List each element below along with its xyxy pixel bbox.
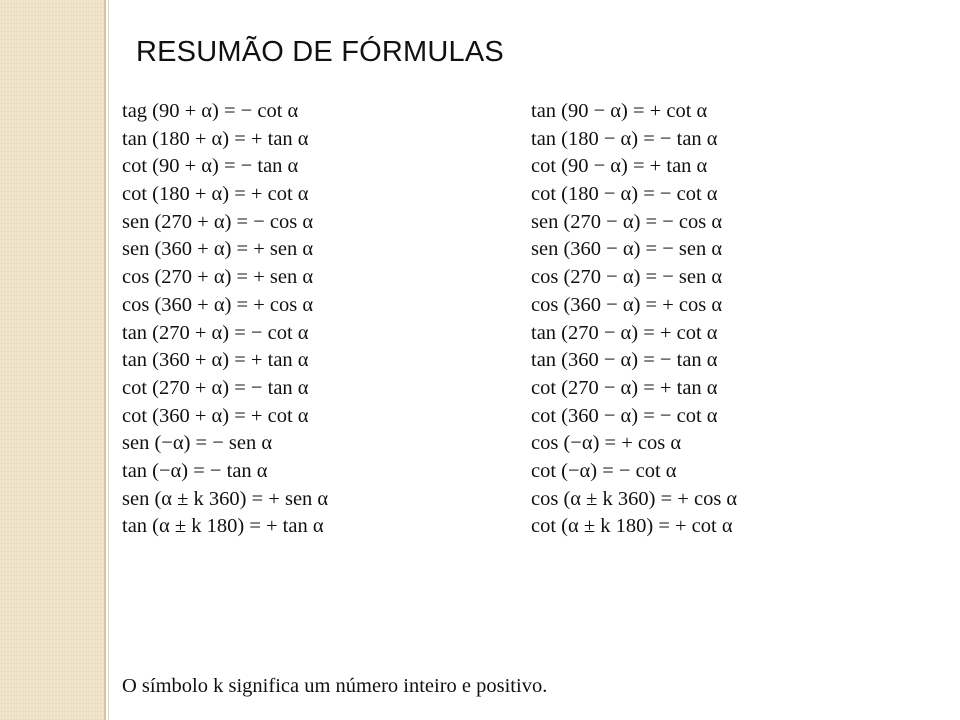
- formula-left: cot (180 + α) = + cot α: [122, 183, 309, 206]
- formula-right: cos (α ± k 360) = + cos α: [531, 487, 738, 510]
- formula-row: [122, 486, 842, 514]
- formula-table: [122, 98, 842, 541]
- formula-right: cot (180 − α) = − cot α: [531, 183, 718, 206]
- formula-right: sen (360 − α) = − sen α: [531, 238, 723, 261]
- formula-right: cos (360 − α) = + cos α: [531, 293, 723, 316]
- side-band-border-inner: [108, 0, 109, 720]
- formula-left: sen (−α) = − sen α: [122, 432, 273, 455]
- formula-row: [122, 292, 842, 320]
- side-band-border: [104, 0, 106, 720]
- formula-row: [122, 153, 842, 181]
- formula-right: tan (180 − α) = − tan α: [531, 127, 718, 150]
- formula-right: cot (360 − α) = − cot α: [531, 404, 718, 427]
- formula-row: [122, 458, 842, 486]
- formula-right: sen (270 − α) = − cos α: [531, 210, 723, 233]
- formula-left: cos (270 + α) = + sen α: [122, 266, 314, 289]
- formula-right: cot (270 − α) = + tan α: [531, 376, 718, 399]
- formula-row: [122, 98, 842, 126]
- formula-right: tan (270 − α) = + cot α: [531, 321, 718, 344]
- formula-right: tan (90 − α) = + cot α: [531, 100, 708, 122]
- formula-row: [122, 430, 842, 458]
- formula-left: cot (90 + α) = − tan α: [122, 155, 299, 178]
- formula-right: cos (−α) = + cos α: [531, 432, 682, 455]
- formula-row: [122, 181, 842, 209]
- decorative-side-band: [0, 0, 104, 720]
- formula-left: sen (270 + α) = − cos α: [122, 210, 314, 233]
- formula-row: [122, 126, 842, 154]
- formula-left: tan (α ± k 180) = + tan α: [122, 515, 324, 538]
- formula-left: cot (270 + α) = − tan α: [122, 376, 309, 399]
- formula-left: tan (270 + α) = − cot α: [122, 321, 309, 344]
- formula-right: cos (270 − α) = − sen α: [531, 266, 723, 289]
- slide-title: RESUMÃO DE FÓRMULAS: [136, 36, 504, 68]
- formula-row: [122, 236, 842, 264]
- footnote: O símbolo k significa um número inteiro e positivo.: [122, 675, 548, 697]
- formula-right: cot (−α) = − cot α: [531, 459, 677, 482]
- formula-row: [122, 375, 842, 403]
- formula-right: tan (360 − α) = − tan α: [531, 349, 718, 372]
- formula-row: [122, 209, 842, 237]
- formula-row: [122, 513, 842, 541]
- formula-left: tan (−α) = − tan α: [122, 459, 268, 482]
- formula-left: sen (α ± k 360) = + sen α: [122, 487, 329, 510]
- formula-left: tag (90 + α) = − cot α: [122, 100, 299, 122]
- formula-left: tan (180 + α) = + tan α: [122, 127, 309, 150]
- formula-right: cot (α ± k 180) = + cot α: [531, 515, 733, 538]
- formula-right: cot (90 − α) = + tan α: [531, 155, 708, 178]
- formula-row: [122, 347, 842, 375]
- formula-left: cot (360 + α) = + cot α: [122, 404, 309, 427]
- formula-row: [122, 403, 842, 431]
- formula-left: cos (360 + α) = + cos α: [122, 293, 314, 316]
- formula-row: [122, 320, 842, 348]
- formula-left: tan (360 + α) = + tan α: [122, 349, 309, 372]
- formula-row: [122, 264, 842, 292]
- formula-left: sen (360 + α) = + sen α: [122, 238, 314, 261]
